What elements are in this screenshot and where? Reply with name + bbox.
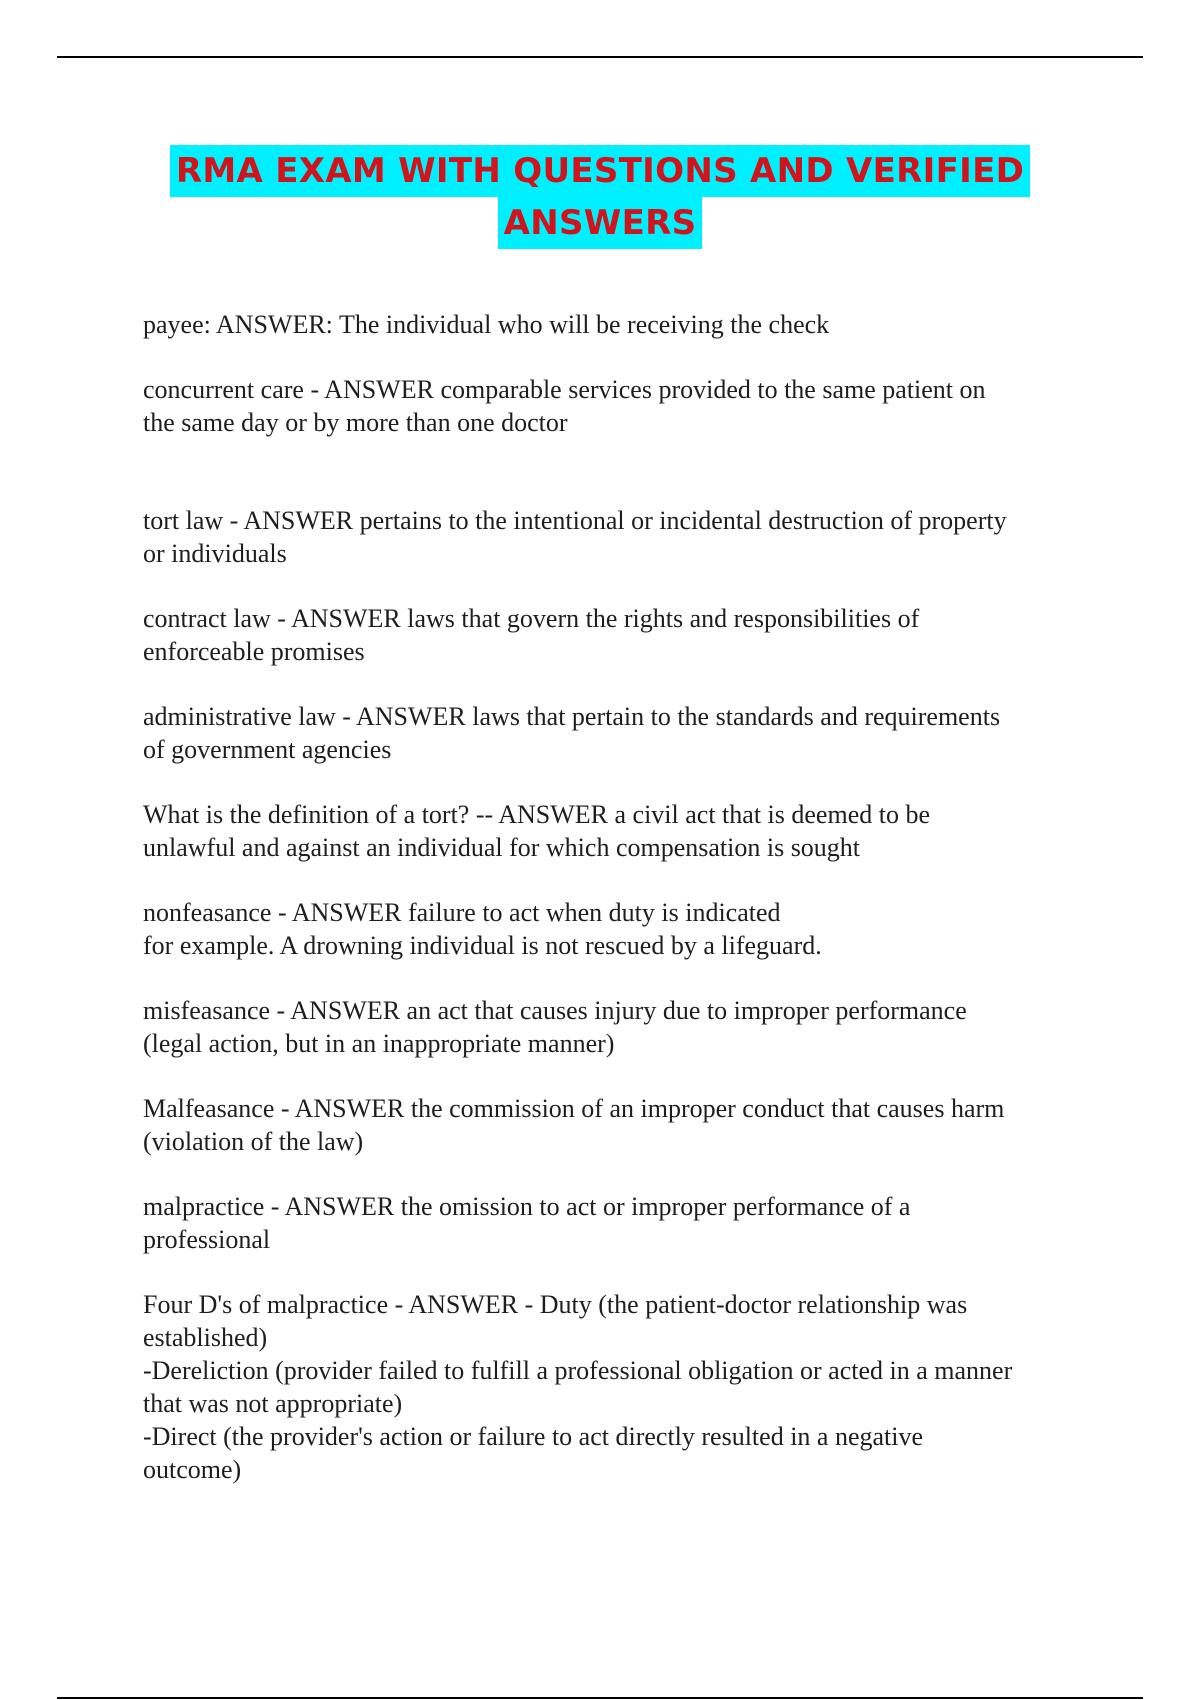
qa-entry-tort-definition [143,798,1093,864]
qa-text-line: What is the definition of a tort? -- ANSWER a civil act that is deemed to be [143,800,930,829]
title-line-1: RMA EXAM WITH QUESTIONS AND VERIFIED [170,145,1030,197]
qa-text-line: concurrent care - ANSWER comparable services provided to the same patient on [143,375,986,404]
qa-text-line: for example. A drowning individual is not rescued by a lifeguard. [143,931,822,960]
qa-text-line: that was not appropriate) [143,1389,403,1418]
qa-text-line: (violation of the law) [143,1127,364,1156]
qa-text-line: -Dereliction (provider failed to fulfill a professional obligation or acted in a manner [143,1356,1013,1385]
qa-entry-administrative-law [143,700,1093,766]
qa-entry-concurrent-care [143,373,1093,439]
qa-text-line: outcome) [143,1455,242,1484]
title-line-2: ANSWERS [498,197,703,249]
top-rule [57,56,1143,58]
qa-text-line: payee: ANSWER: The individual who will be receiving the check [143,310,830,339]
qa-text-line: tort law - ANSWER pertains to the intentional or incidental destruction of property [143,506,1007,535]
qa-text-line: professional [143,1225,271,1254]
qa-entry-four-ds [143,1288,1093,1486]
qa-text-line: Malfeasance - ANSWER the commission of an improper conduct that causes harm [143,1094,1005,1123]
qa-entry-contract-law [143,602,1093,668]
bottom-rule [57,1697,1143,1699]
qa-text-line: enforceable promises [143,637,365,666]
qa-text-line: (legal action, but in an inappropriate manner) [143,1029,615,1058]
qa-entry-nonfeasance [143,896,1093,962]
qa-text-line: misfeasance - ANSWER an act that causes injury due to improper performance [143,996,967,1025]
document-title [0,145,1200,249]
qa-text-line: contract law - ANSWER laws that govern the rights and responsibilities of [143,604,920,633]
qa-text-line: established) [143,1323,268,1352]
qa-text-line: or individuals [143,539,287,568]
qa-entry-malfeasance [143,1092,1093,1158]
qa-text-line: of government agencies [143,735,392,764]
qa-text-line: nonfeasance - ANSWER failure to act when duty is indicated [143,898,781,927]
qa-list [143,308,1093,1518]
qa-entry-malpractice [143,1190,1093,1256]
qa-entry-misfeasance [143,994,1093,1060]
qa-text-line: administrative law - ANSWER laws that pertain to the standards and requirements [143,702,1001,731]
qa-text-line: Four D's of malpractice - ANSWER - Duty (the patient-doctor relationship was [143,1290,968,1319]
qa-text-line: malpractice - ANSWER the omission to act or improper performance of a [143,1192,911,1221]
qa-entry-payee [143,308,1093,341]
qa-text-line: the same day or by more than one doctor [143,408,568,437]
qa-text-line: unlawful and against an individual for which compensation is sought [143,833,861,862]
qa-entry-tort-law [143,504,1093,570]
qa-text-line: -Direct (the provider's action or failure to act directly resulted in a negative [143,1422,924,1451]
